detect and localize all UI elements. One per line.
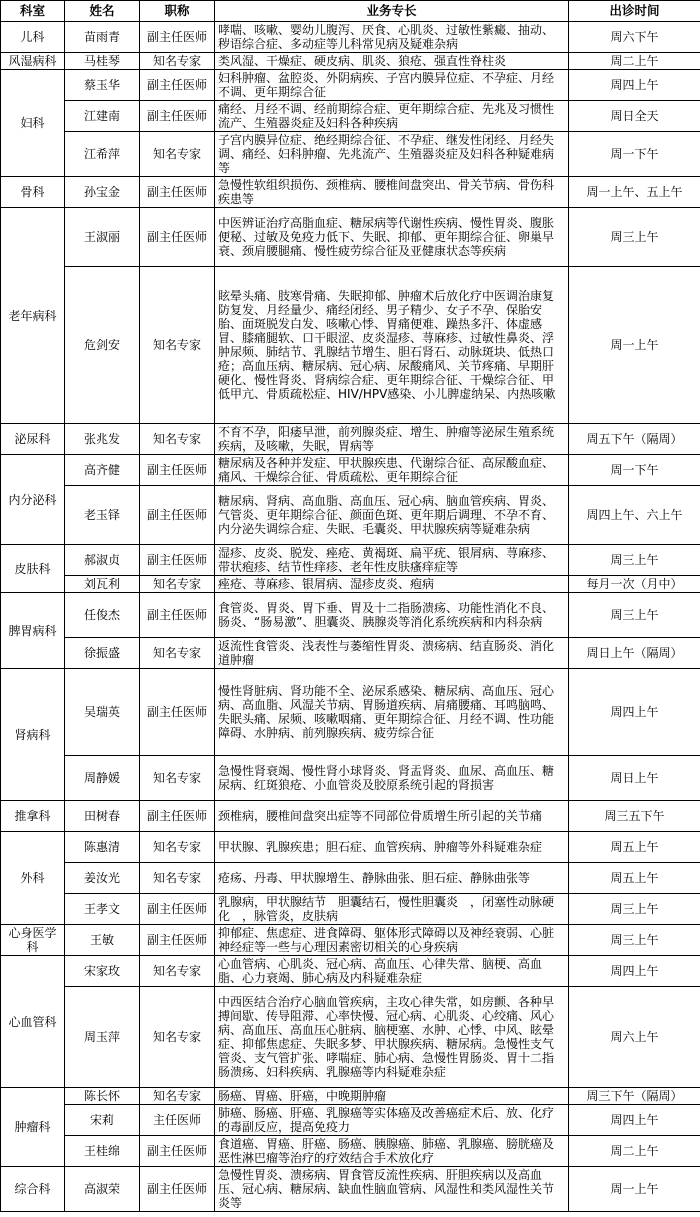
clinic-time-cell: 周四上午、六上午	[569, 486, 700, 545]
clinic-time-cell: 周四上午	[569, 70, 700, 101]
doctor-title-cell: 知名专家	[140, 756, 215, 801]
table-row	[1, 53, 700, 70]
specialty-cell: 不育不孕，阳痿早泄，前列腺炎症、增生、肿瘤等泌尿生殖系统疾病，及咳嗽，失眠，胃病等	[215, 424, 569, 455]
header-name: 姓名	[65, 1, 140, 22]
dept-cell: 肿瘤科	[1, 1088, 65, 1167]
doctor-name-cell: 王桂绵	[65, 1136, 140, 1167]
specialty-cell: 颈椎病，腰椎间盘突出症等不同部位骨质增生所引起的关节痛	[215, 801, 569, 832]
clinic-time-cell: 周一上午、五上午	[569, 177, 700, 208]
clinic-time-cell: 周五上午	[569, 863, 700, 894]
clinic-time-cell: 周一上午	[569, 267, 700, 424]
clinic-time-cell: 周二上午	[569, 53, 700, 70]
table-row	[1, 267, 700, 424]
dept-cell: 肾病科	[1, 669, 65, 801]
clinic-time-cell: 周三下午（隔周）	[569, 1088, 700, 1105]
doctor-name-cell: 宋莉	[65, 1105, 140, 1136]
doctor-title-cell: 知名专家	[140, 424, 215, 455]
table-row	[1, 424, 700, 455]
dept-cell: 内分泌科	[1, 455, 65, 545]
specialty-cell: 肺癌、肠癌、肝癌、乳腺癌等实体癌及改善癌症术后、放、化疗的毒副反应，提高免疫力	[215, 1105, 569, 1136]
table-row	[1, 801, 700, 832]
table-row	[1, 132, 700, 177]
table-row	[1, 956, 700, 987]
doctor-name-cell: 高齐健	[65, 455, 140, 486]
dept-cell: 外科	[1, 832, 65, 925]
clinic-time-cell: 周一下午	[569, 455, 700, 486]
table-row	[1, 70, 700, 101]
table-row	[1, 208, 700, 267]
table-row	[1, 669, 700, 756]
dept-cell: 泌尿科	[1, 424, 65, 455]
table-row	[1, 987, 700, 1088]
specialty-cell: 中西医结合治疗心脑血管疾病，主攻心律失常，如房颤、各种早搏间歇、传导阻滞、心率快慢、冠心病、心肌炎、心绞痛、风心病、高血压、高血压心脏病、脑梗塞、水肿、心悸、中风、眩晕症、抑郁焦虑症、失眠多梦、甲状腺疾病、糖尿病。急慢性支气管炎、支气管扩张、哮喘症、肺心病、急慢性胃肠炎、胃十二指肠溃疡、妇科疾病、乳腺癌等内科疑难杂症	[215, 987, 569, 1088]
table-row	[1, 455, 700, 486]
clinic-time-cell: 周三上午	[569, 894, 700, 925]
table-row	[1, 925, 700, 956]
clinic-time-cell: 周五上午	[569, 832, 700, 863]
doctor-title-cell: 副主任医师	[140, 1136, 215, 1167]
clinic-time-cell: 周五下午（隔周）	[569, 424, 700, 455]
clinic-time-cell: 周六上午	[569, 987, 700, 1088]
doctor-name-cell: 危剑安	[65, 267, 140, 424]
doctor-name-cell: 苗雨青	[65, 22, 140, 53]
specialty-cell: 抑郁症、焦虑症、进食障碍、躯体形式障碍以及神经衰弱、心脏神经症等一些与心理因素密切相关的心身疾病	[215, 925, 569, 956]
doctor-name-cell: 周静媛	[65, 756, 140, 801]
specialty-cell: 返流性食管炎、浅表性与萎缩性胃炎、溃疡病、结直肠炎、消化道肿瘤	[215, 638, 569, 669]
doctor-title-cell: 知名专家	[140, 638, 215, 669]
specialty-cell: 类风湿、干燥症、硬皮病、肌炎、狼疮、强直性脊柱炎	[215, 53, 569, 70]
header-time: 出诊时间	[569, 1, 700, 22]
doctor-name-cell: 任俊杰	[65, 593, 140, 638]
doctor-title-cell: 副主任医师	[140, 925, 215, 956]
doctor-name-cell: 宋家玫	[65, 956, 140, 987]
doctor-title-cell: 副主任医师	[140, 486, 215, 545]
header-title: 职称	[140, 1, 215, 22]
specialty-cell: 糖尿病、肾病、高血脂、高血压、冠心病、脑血管疾病、胃炎、气管炎、更年期综合征、颜面色斑、更年期后调理、不孕不育、内分泌失调综合症、失眠、毛囊炎、甲状腺疾病等疑难杂病	[215, 486, 569, 545]
specialty-cell: 疮疡、丹毒、甲状腺增生、静脉曲张、胆石症、静脉曲张等	[215, 863, 569, 894]
doctor-title-cell: 副主任医师	[140, 545, 215, 576]
clinic-time-cell: 周日上午	[569, 756, 700, 801]
dept-cell: 心身医学科	[1, 925, 65, 956]
table-row	[1, 756, 700, 801]
dept-cell: 脾胃病科	[1, 593, 65, 669]
doctor-name-cell: 高淑荣	[65, 1167, 140, 1212]
doctor-name-cell: 孙宝金	[65, 177, 140, 208]
clinic-time-cell: 周一上午	[569, 1167, 700, 1212]
table-row	[1, 1105, 700, 1136]
doctor-name-cell: 蔡玉华	[65, 70, 140, 101]
clinic-time-cell: 周二上午	[569, 1136, 700, 1167]
specialty-cell: 湿疹、皮炎、脱发、痤疮、黄褐斑、扁平疣、银屑病、荨麻疹、带状疱疹、结节性痒疹、老年性皮肤瘙痒症等	[215, 545, 569, 576]
doctor-title-cell: 副主任医师	[140, 455, 215, 486]
doctor-title-cell: 知名专家	[140, 987, 215, 1088]
doctor-title-cell: 知名专家	[140, 267, 215, 424]
specialty-cell: 糖尿病及各种并发症、甲状腺疾患、代谢综合征、高尿酸血症、痛风、干燥综合征、骨质疏松、更年期综合征	[215, 455, 569, 486]
table-row	[1, 1136, 700, 1167]
clinic-time-cell: 周六下午	[569, 22, 700, 53]
table-row	[1, 22, 700, 53]
table-body	[1, 22, 700, 1212]
doctor-title-cell: 副主任医师	[140, 1167, 215, 1212]
doctor-title-cell: 副主任医师	[140, 894, 215, 925]
doctor-title-cell: 知名专家	[140, 53, 215, 70]
clinic-time-cell: 周三五下午	[569, 801, 700, 832]
dept-cell: 推拿科	[1, 801, 65, 832]
clinic-time-cell: 周一下午	[569, 132, 700, 177]
specialty-cell: 甲状腺、乳腺疾患；胆石症、血管疾病、肿瘤等外科疑难杂症	[215, 832, 569, 863]
doctor-title-cell: 副主任医师	[140, 208, 215, 267]
clinic-time-cell: 周四上午	[569, 956, 700, 987]
clinic-time-cell: 周三上午	[569, 593, 700, 638]
table-row	[1, 101, 700, 132]
specialty-cell: 急慢性肾衰竭、慢性肾小球肾炎、肾盂肾炎、血尿、高血压、糖尿病、红斑狼疮、小血管炎及胶原系统引起的肾损害	[215, 756, 569, 801]
specialty-cell: 眩晕头痛、肢寒骨痛、失眠抑郁、肿瘤术后放化疗中医调治康复防复发、月经量少、痛经闭经、男子精少、女子不孕、保胎安胎、面斑脱发白发、咳嗽心悸、胃痛便难、躁热多汗、体虚感冒、膝痛腿软、口干眼涩、皮炎湿疹、荨麻疹、过敏性鼻炎、浮肿尿频、肺结节、乳腺结节增生、胆石肾石、动脉斑块、低热口疮；高血压病、糖尿病、冠心病、尿酸痛风、关节疼痛、早期肝硬化、慢性肾炎、肾病综合症、更年期综合征、干燥综合征、甲低甲亢、骨质疏松症、HIV/HPV感染、小儿脾虚纳呆、内热咳嗽	[215, 267, 569, 424]
doctor-name-cell: 郝淑贞	[65, 545, 140, 576]
header-row	[1, 1, 700, 22]
doctor-title-cell: 知名专家	[140, 1088, 215, 1105]
doctor-title-cell: 副主任医师	[140, 22, 215, 53]
table-row	[1, 1167, 700, 1212]
doctor-name-cell: 徐振盛	[65, 638, 140, 669]
doctor-name-cell: 马桂琴	[65, 53, 140, 70]
dept-cell: 老年病科	[1, 208, 65, 424]
clinic-time-cell: 周三上午	[569, 208, 700, 267]
doctor-name-cell: 王淑丽	[65, 208, 140, 267]
doctor-name-cell: 江建南	[65, 101, 140, 132]
specialty-cell: 子宫内膜异位症、绝经期综合征、不孕症、继发性闭经、月经失调、痛经、妇科肿瘤、先兆流产、生殖器炎症及妇科各种疑难病等	[215, 132, 569, 177]
header-specialty: 业务专长	[215, 1, 569, 22]
doctor-name-cell: 吴瑞英	[65, 669, 140, 756]
specialty-cell: 慢性肾脏病、肾功能不全、泌尿系感染、糖尿病、高血压、冠心病、高血脂、风湿关节病、胃肠道疾病、肩痛腰痛、耳鸣脑鸣、失眠头痛、尿频、咳嗽咽痛、更年期综合征、月经不调、性功能障碍、水肿病、前列腺疾病、疲劳综合征	[215, 669, 569, 756]
specialty-cell: 食管炎、胃炎、胃下垂、胃及十二指肠溃疡、功能性消化不良、肠炎、“肠易激”、胆囊炎、胰腺炎等消化系统疾病和内科杂病	[215, 593, 569, 638]
doctor-title-cell: 副主任医师	[140, 801, 215, 832]
doctor-name-cell: 姜汝光	[65, 863, 140, 894]
doctor-title-cell: 知名专家	[140, 832, 215, 863]
dept-cell: 皮肤科	[1, 545, 65, 593]
doctor-title-cell: 副主任医师	[140, 70, 215, 101]
specialty-cell: 急慢性软组织损伤、颈椎病、腰椎间盘突出、骨关节病、骨伤科疾患等	[215, 177, 569, 208]
doctor-name-cell: 刘瓦利	[65, 576, 140, 593]
clinic-time-cell: 周日全天	[569, 101, 700, 132]
table-row	[1, 863, 700, 894]
doctor-title-cell: 主任医师	[140, 1105, 215, 1136]
clinic-time-cell: 周三上午	[569, 925, 700, 956]
table-row	[1, 576, 700, 593]
table-row	[1, 177, 700, 208]
dept-cell: 骨科	[1, 177, 65, 208]
doctor-name-cell: 老玉铎	[65, 486, 140, 545]
table-row	[1, 894, 700, 925]
doctor-title-cell: 副主任医师	[140, 177, 215, 208]
doctor-title-cell: 知名专家	[140, 956, 215, 987]
dept-cell: 妇科	[1, 70, 65, 177]
table-row	[1, 486, 700, 545]
specialty-cell: 心血管病、心肌炎、冠心病、高血压、心律失常、脑梗、高血脂、心力衰竭、肺心病及内科疑难杂症	[215, 956, 569, 987]
specialty-cell: 中医辨证治疗高脂血症、糖尿病等代谢性疾病、慢性胃炎、腹胀便秘、过敏及免疫力低下、失眠、抑郁、更年期综合征、卵巢早衰、颈肩腰腿痛、慢性疲劳综合征及亚健康状态等疾病	[215, 208, 569, 267]
header-dept: 科室	[1, 1, 65, 22]
clinic-time-cell: 周四上午	[569, 1105, 700, 1136]
doctor-title-cell: 知名专家	[140, 132, 215, 177]
dept-cell: 心血管科	[1, 956, 65, 1088]
specialty-cell: 急慢性胃炎、溃疡病、胃食管反流性疾病、肝胆疾病以及高血压、冠心病、糖尿病、缺血性脑血管病、风湿性和类风湿性关节炎等	[215, 1167, 569, 1212]
doctor-name-cell: 陈惠清	[65, 832, 140, 863]
doctor-title-cell: 副主任医师	[140, 593, 215, 638]
specialty-cell: 痛经、月经不调、经前期综合症、更年期综合症、先兆及习惯性流产、生殖器炎症及妇科各种疾病	[215, 101, 569, 132]
specialty-cell: 痤疮、荨麻疹、银屑病、湿疹皮炎、疱病	[215, 576, 569, 593]
doctor-title-cell: 知名专家	[140, 576, 215, 593]
doctor-name-cell: 王孝文	[65, 894, 140, 925]
specialty-cell: 肠癌、胃癌、肝癌，中晚期肿瘤	[215, 1088, 569, 1105]
doctor-name-cell: 周玉萍	[65, 987, 140, 1088]
specialty-cell: 妇科肿瘤、盆腔炎、外阴病疾、子宫内膜异位症、不孕症、月经不调、更年期综合征	[215, 70, 569, 101]
specialty-cell: 乳腺病，甲状腺结节 胆囊结石，慢性胆囊炎 ，闭塞性动脉硬化 ，脉管炎，皮肤病	[215, 894, 569, 925]
doctor-name-cell: 张兆发	[65, 424, 140, 455]
clinic-time-cell: 周四上午	[569, 669, 700, 756]
doctor-name-cell: 王敏	[65, 925, 140, 956]
clinic-time-cell: 周日上午（隔周）	[569, 638, 700, 669]
doctor-name-cell: 江希萍	[65, 132, 140, 177]
table-row	[1, 638, 700, 669]
dept-cell: 风湿病科	[1, 53, 65, 70]
dept-cell: 综合科	[1, 1167, 65, 1212]
doctor-name-cell: 陈长怀	[65, 1088, 140, 1105]
doctor-title-cell: 副主任医师	[140, 669, 215, 756]
specialty-cell: 食道癌、胃癌、肝癌、肠癌、胰腺癌、肺癌、乳腺癌、膀胱癌及恶性淋巴瘤等治疗的疗效结合手术放化疗	[215, 1136, 569, 1167]
doctor-title-cell: 知名专家	[140, 863, 215, 894]
specialty-cell: 哮喘、咳嗽、婴幼儿腹泻、厌食、心肌炎、过敏性紫癜、抽动、秽语综合症、多动症等儿科常见病及疑难杂病	[215, 22, 569, 53]
clinic-time-cell: 每月一次（月中）	[569, 576, 700, 593]
dept-cell: 儿科	[1, 22, 65, 53]
table-row	[1, 1088, 700, 1105]
doctor-title-cell: 副主任医师	[140, 101, 215, 132]
table-row	[1, 545, 700, 576]
table-row	[1, 832, 700, 863]
doctor-name-cell: 田树春	[65, 801, 140, 832]
table-row	[1, 593, 700, 638]
clinic-time-cell: 周三上午	[569, 545, 700, 576]
